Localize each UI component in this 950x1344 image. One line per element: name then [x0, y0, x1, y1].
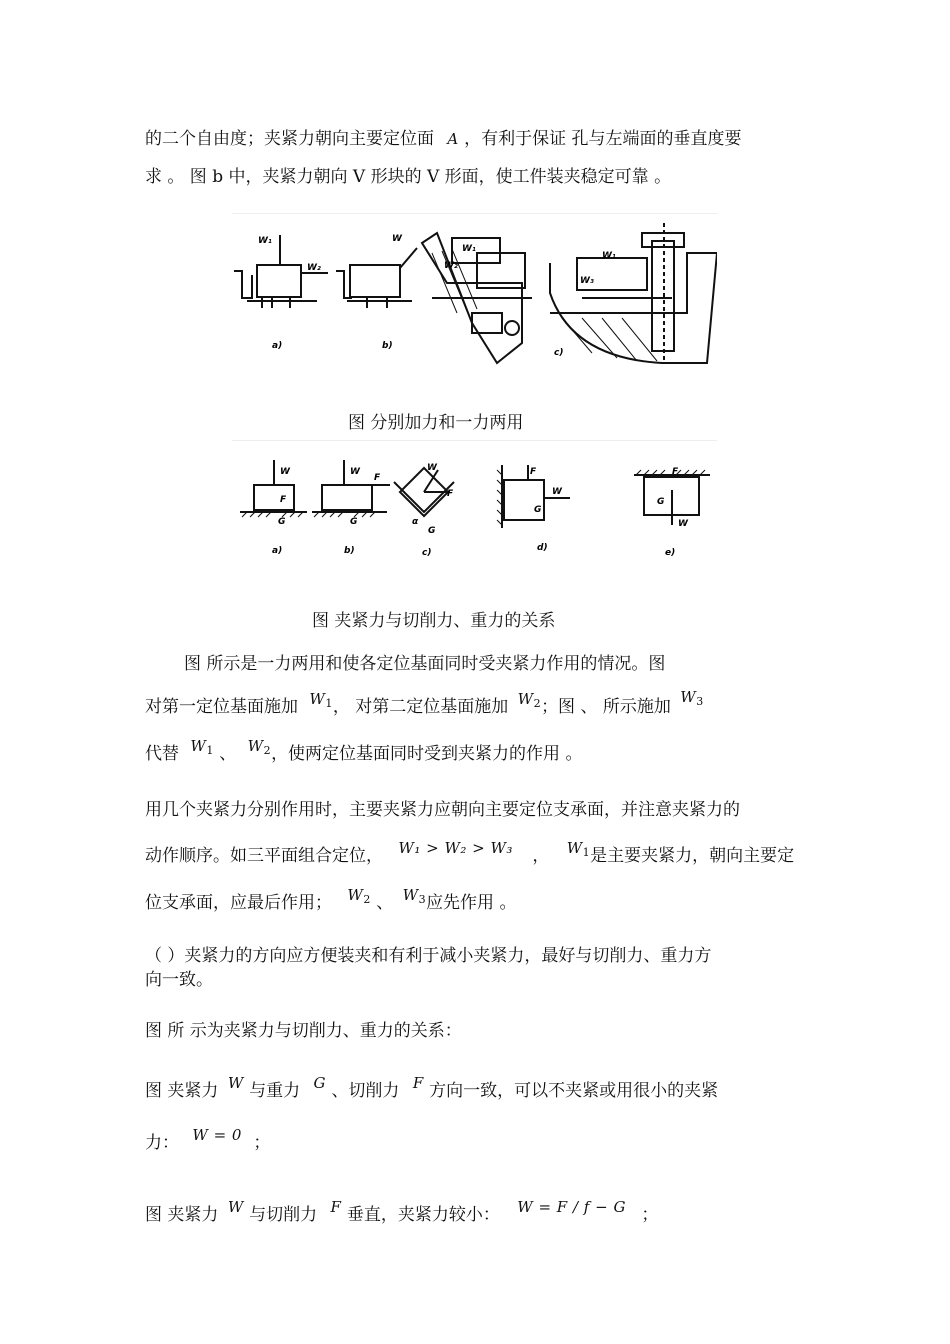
fig2-label-c: c)	[422, 548, 432, 558]
text-span: 图 夹紧力	[145, 1205, 219, 1225]
fig1-label-W2-c: W₂	[444, 261, 458, 271]
math-W3: $W_3$	[680, 688, 704, 708]
text-line	[145, 886, 517, 919]
fig1-label-W1-c2: W₁	[602, 251, 616, 261]
figure1-svg	[232, 213, 717, 373]
text-span: 力：	[145, 1133, 179, 1153]
math-w-eq-0: W = 0	[192, 1126, 242, 1144]
figure2-caption: 图 夹紧力与切削力、重力的关系	[312, 611, 556, 631]
text-line	[145, 737, 583, 770]
math-W1: $W_1$	[566, 839, 591, 859]
figure1-caption: 图 分别加力和一力两用	[348, 413, 524, 433]
fig2-b-W: W	[350, 467, 360, 477]
fig2-c-G: G	[428, 526, 436, 536]
text-span: 对第一定位基面施加	[145, 697, 298, 717]
text-line	[145, 1074, 719, 1102]
math-w-formula: W = F / f − G	[517, 1198, 626, 1216]
text-span: 与重力	[249, 1081, 301, 1101]
fig2-a-G: G	[278, 517, 286, 527]
text-span: ，有利于保证 孔与左端面的垂直度要	[464, 129, 742, 149]
text-span: 、	[376, 893, 394, 913]
fig2-panel-c	[394, 468, 454, 516]
text-line	[145, 688, 704, 723]
math-W2: $W_2$	[347, 886, 371, 906]
fig1-panel-b	[336, 248, 417, 308]
fig2-label-b: b)	[344, 546, 355, 556]
math-W1: $W_1$	[190, 737, 214, 757]
figure-force-relations	[232, 440, 717, 565]
math-F: F	[412, 1074, 424, 1092]
fig2-label-d: d)	[537, 543, 548, 553]
math-G: G	[313, 1074, 327, 1092]
fig2-c-W: W	[427, 463, 437, 473]
fig1-label-W1: W₁	[258, 236, 272, 246]
fig1-label-W2: W₂	[307, 263, 321, 273]
math-W2: $W_2$	[247, 737, 272, 757]
text-span: ，使两定位基面同时受到夹紧力的作用 。	[271, 744, 583, 764]
fig1-label-a: a)	[272, 341, 283, 351]
fig2-panel-e	[634, 470, 710, 525]
fig1-label-W: W	[392, 234, 402, 244]
fig2-b-G: G	[350, 517, 358, 527]
fig1-label-W1-c: W₁	[462, 244, 476, 254]
text-span: 的二个自由度；夹紧力朝向主要定位面	[145, 129, 434, 149]
math-W3: $W_3$	[402, 886, 427, 906]
text-span: 、	[219, 744, 237, 764]
fig2-panel-a	[240, 460, 307, 517]
fig1-panel-c1	[422, 233, 532, 363]
math-F: F	[330, 1198, 342, 1216]
fig2-b-F: F	[374, 473, 381, 483]
fig2-d-G: G	[534, 505, 542, 515]
fig2-e-F: F	[672, 467, 679, 477]
text-line: （ ）夹紧力的方向应方便装夹和有利于减小夹紧力，最好与切削力、重力方	[145, 946, 712, 966]
math-W1: $W_1$	[309, 690, 333, 710]
text-line	[145, 128, 742, 150]
text-line: 用几个夹紧力分别作用时，主要夹紧力应朝向主要定位支承面，并注意夹紧力的	[145, 800, 740, 820]
text-line: 求 。 图 b 中，夹紧力朝向 V 形块的 V 形面，使工件装夹稳定可靠 。	[145, 167, 672, 187]
text-span: 代替	[145, 744, 179, 764]
fig1-label-b: b)	[382, 341, 393, 351]
text-span: ；	[253, 1133, 271, 1153]
figure2-svg	[232, 440, 717, 565]
fig2-c-alpha: α	[412, 517, 419, 527]
fig1-label-c: c)	[554, 348, 564, 358]
fig2-label-a: a)	[272, 546, 283, 556]
math-W: W	[227, 1198, 244, 1216]
fig2-e-G: G	[657, 497, 665, 507]
figure-clamping-methods	[232, 213, 717, 373]
text-line	[145, 1126, 271, 1154]
text-line: 向一致。	[145, 970, 213, 990]
math-W: W	[227, 1074, 244, 1092]
text-span: ；图 、 所示施加	[541, 697, 671, 717]
math-A: A	[447, 130, 459, 148]
fig1-label-W3: W₃	[580, 276, 594, 286]
text-span: 与切削力	[249, 1205, 318, 1225]
text-line	[145, 839, 795, 872]
text-span: 位支承面，应最后作用；	[145, 893, 332, 913]
text-line: 图 所 示为夹紧力与切削力、重力的关系：	[145, 1021, 462, 1041]
text-span: 图 夹紧力	[145, 1081, 219, 1101]
text-span: 动作顺序。如三平面组合定位，	[145, 846, 383, 866]
text-span: ，	[532, 846, 550, 866]
text-span: 方向一致，可以不夹紧或用很小的夹紧	[429, 1081, 719, 1101]
text-span: 、切削力	[331, 1081, 400, 1101]
fig2-d-F: F	[530, 467, 537, 477]
math-W2: $W_2$	[517, 690, 542, 710]
fig2-a-F: F	[280, 495, 287, 505]
text-line: 图 所示是一力两用和使各定位基面同时受夹紧力作用的情况。图	[184, 654, 666, 674]
fig2-a-W: W	[280, 467, 290, 477]
fig2-label-e: e)	[665, 548, 676, 558]
fig1-panel-c2	[550, 223, 717, 363]
fig2-d-W: W	[552, 487, 562, 497]
fig2-c-F: F	[447, 489, 454, 499]
math-inequality: W₁ > W₂ > W₃	[398, 839, 513, 857]
text-span: ；	[641, 1205, 659, 1225]
fig2-e-W: W	[678, 519, 688, 529]
text-span: ， 对第二定位基面施加	[332, 697, 509, 717]
text-span: 是主要夹紧力，朝向主要定	[590, 846, 795, 866]
text-span: 垂直，夹紧力较小：	[346, 1205, 500, 1225]
text-line	[145, 1198, 659, 1226]
text-span: 应先作用 。	[426, 893, 517, 913]
